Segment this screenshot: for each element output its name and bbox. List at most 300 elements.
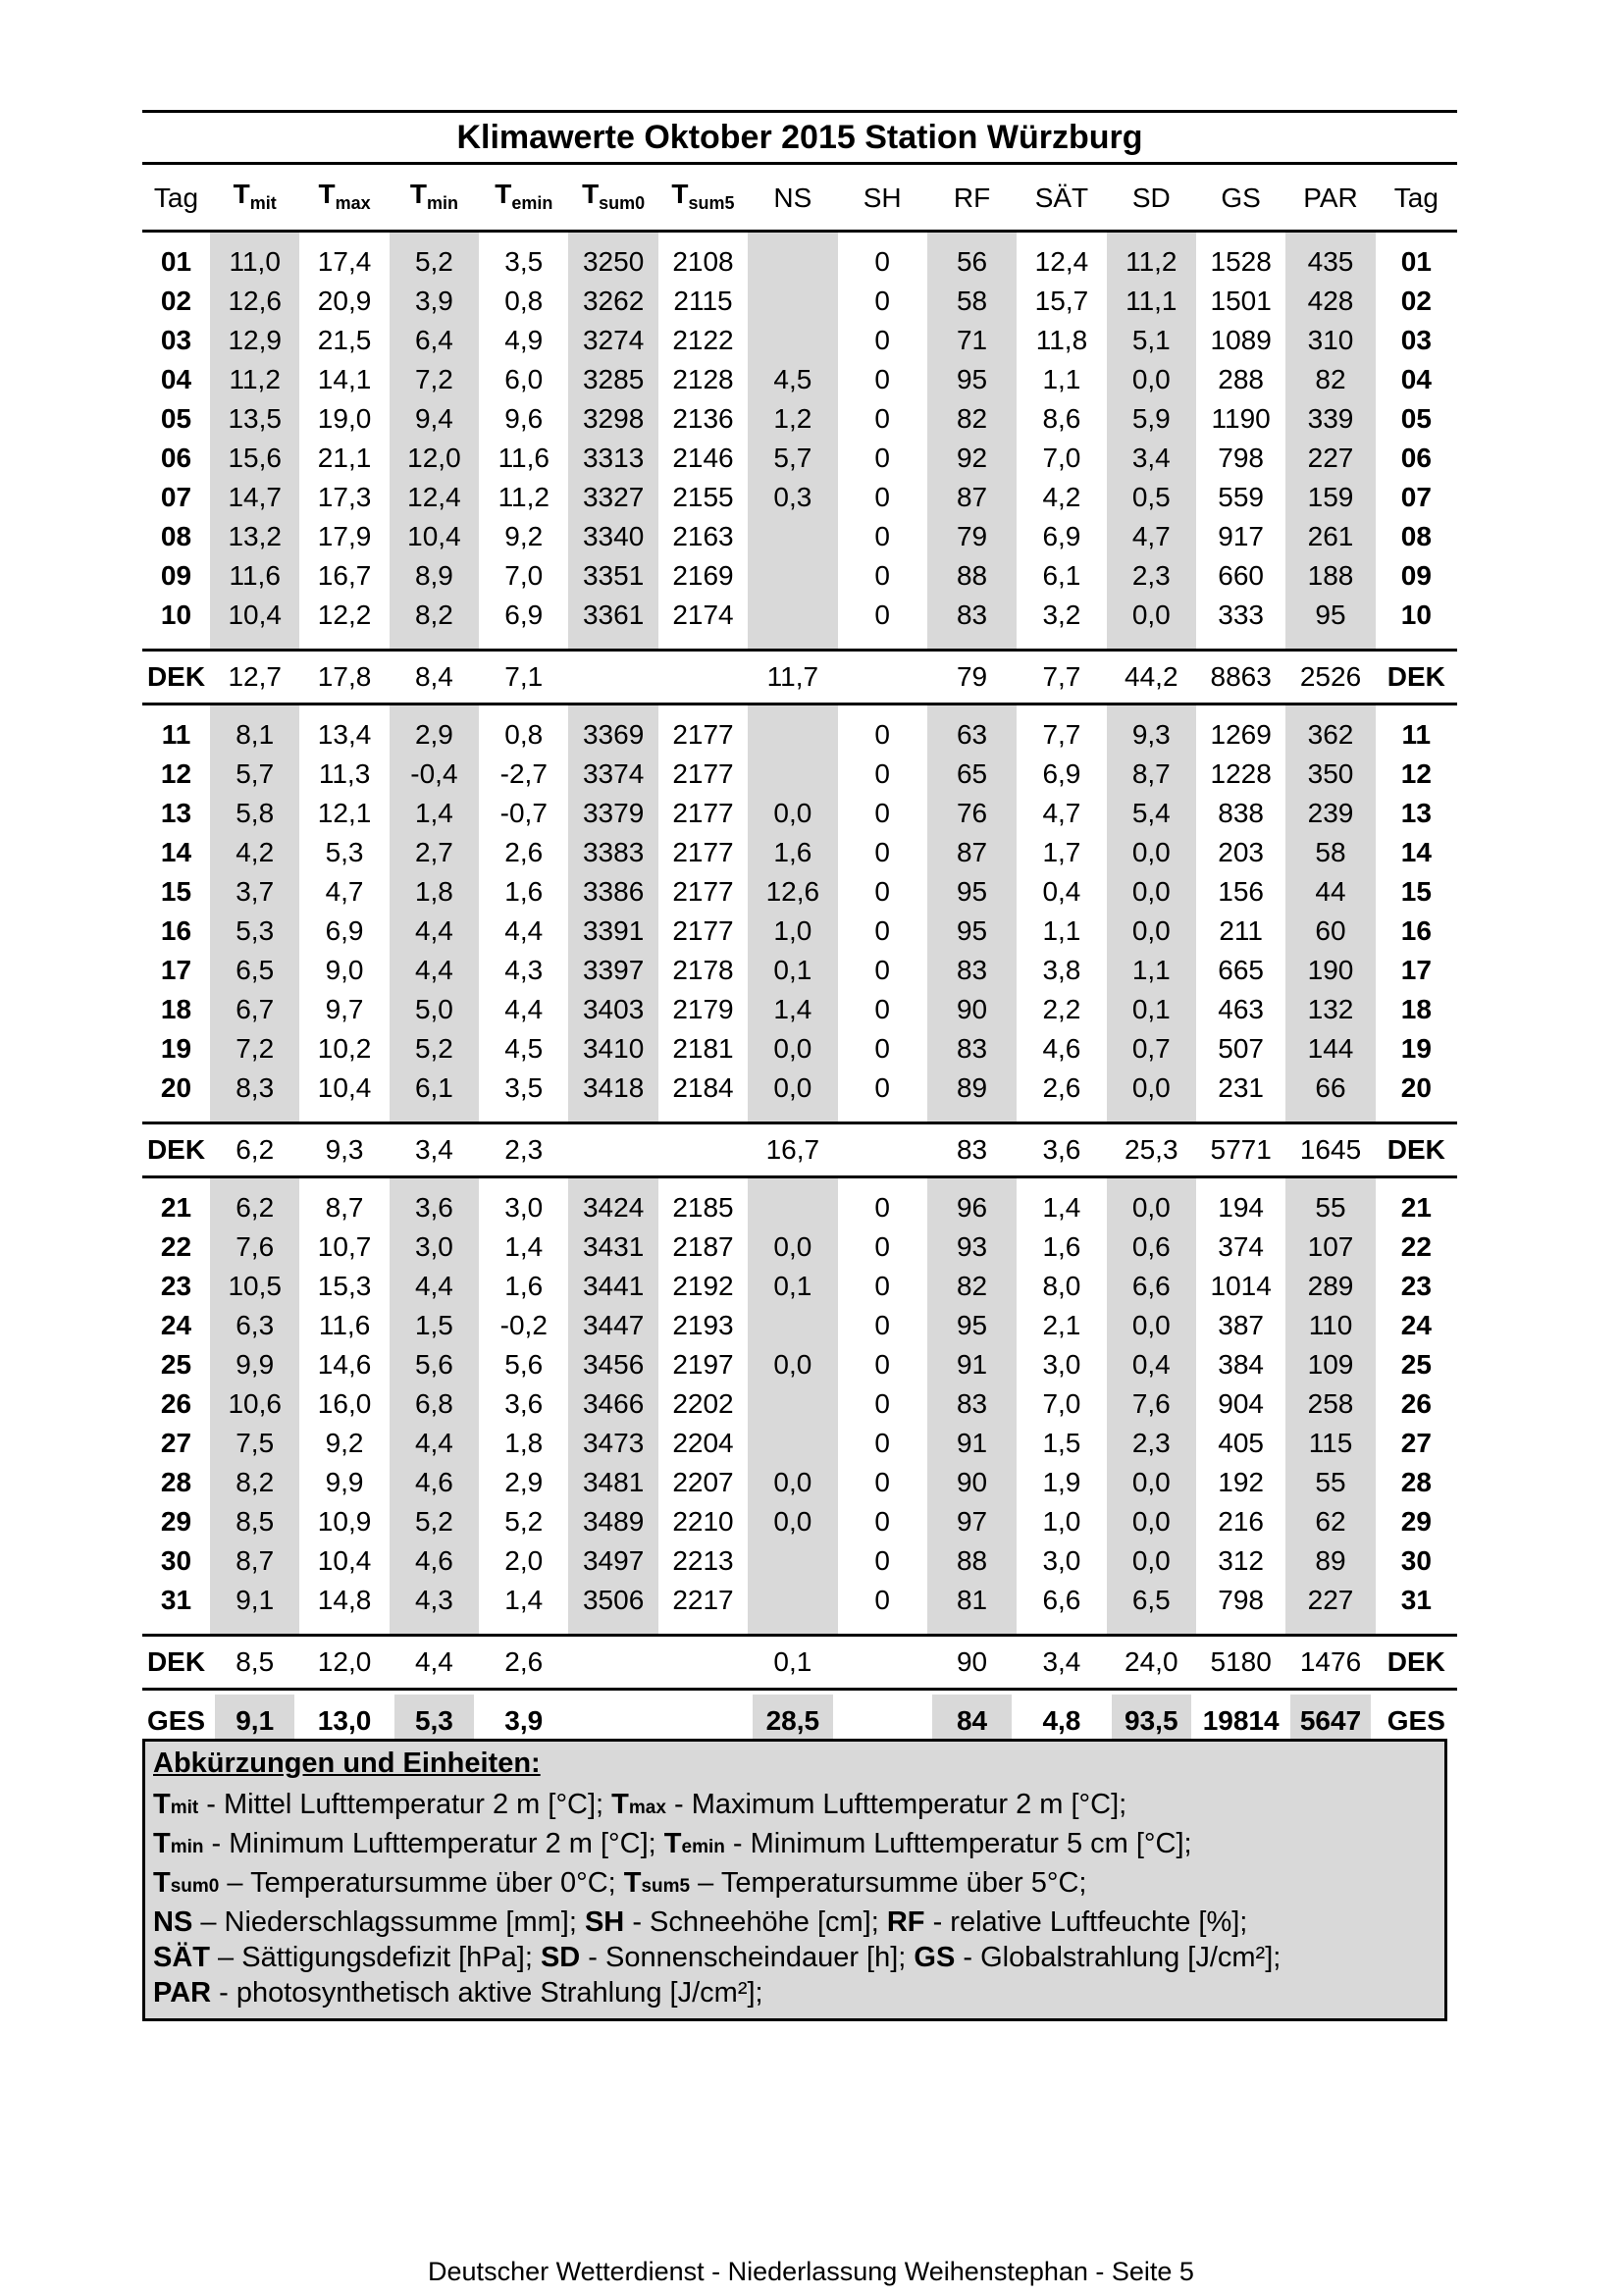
value-cell: 0 [874,1388,890,1419]
spacer-cell [1285,1620,1375,1636]
value-cell: 4,7 [325,876,364,907]
value-cell: 2,2 [1042,994,1081,1024]
day-cell: 28 [160,1467,192,1497]
value-cell: 2177 [672,719,734,750]
value-cell: 3,5 [504,246,544,277]
dek-value [838,1636,927,1690]
abbreviation-line [153,1940,1439,1975]
day-cell: 30 [160,1545,192,1576]
value-cell: 2,0 [504,1545,544,1576]
value-cell: 95 [927,872,1017,912]
value-cell: 9,9 [325,1467,364,1497]
value-cell: 0 [874,600,890,630]
day-cell: 27 [1400,1428,1432,1458]
value-cell: 2128 [672,364,734,394]
column-header [1285,167,1375,232]
value-cell: 2155 [672,482,734,512]
value-cell: 5,7 [748,439,837,478]
table-row [142,360,1457,399]
dek-label: DEK [142,1636,210,1690]
title-bottom-rule [142,162,1457,165]
value-cell: 19,0 [317,403,372,434]
value-cell: 5,8 [210,794,299,833]
dek-value: 24,0 [1107,1636,1196,1690]
value-cell: 4,3 [390,1581,479,1620]
abbreviation-symbol: SH [584,1906,625,1938]
day-cell: 08 [160,521,192,551]
value-cell: 0 [874,1467,890,1497]
dek-value [658,1123,748,1177]
value-cell: 192 [1218,1467,1264,1497]
column-header [927,167,1017,232]
value-cell: 261 [1285,517,1375,556]
value-cell: 0,0 [1107,1177,1196,1228]
value-cell: 312 [1218,1545,1264,1576]
value-cell: 10,7 [317,1231,372,1262]
value-cell: 3418 [568,1069,657,1108]
value-cell: 1,6 [748,833,837,872]
value-cell: 58 [1285,833,1375,872]
value-cell: 1,9 [1042,1467,1081,1497]
day-cell: 28 [1400,1467,1432,1497]
value-cell: 5,9 [1107,399,1196,439]
value-cell: 90 [927,1463,1017,1502]
value-cell: 95 [927,912,1017,951]
value-cell: 0,0 [1107,1502,1196,1541]
table-row [142,833,1457,872]
value-cell: 2184 [672,1072,734,1103]
ges-value: 4,8 [1042,1705,1081,1736]
value-cell: 3431 [568,1227,657,1267]
day-cell: 10 [1400,600,1432,630]
abbreviation-line [153,1865,1439,1905]
value-cell: 4,4 [504,994,544,1024]
dek-value: 5771 [1196,1123,1285,1177]
value-cell: 12,0 [390,439,479,478]
value-cell: 21,5 [317,325,372,355]
value-cell: 8,7 [1107,755,1196,794]
abbreviation-description: - Schneehöhe [cm]; [624,1906,887,1938]
value-cell: 56 [927,232,1017,283]
value-cell: 3,9 [390,282,479,321]
value-cell: 559 [1218,482,1264,512]
value-cell: 63 [927,704,1017,756]
value-cell: 904 [1218,1388,1264,1419]
value-cell: 1501 [1210,286,1272,316]
day-cell: 30 [1400,1545,1432,1576]
abbreviation-term [153,1828,204,1859]
column-header-main: GS [1221,183,1261,213]
day-cell: 31 [1400,1585,1432,1615]
day-cell: 14 [1400,837,1432,867]
value-cell: 1,7 [1042,837,1081,867]
dek-value [658,1636,748,1690]
value-cell: 10,9 [317,1506,372,1537]
table-row [142,321,1457,360]
dek-label: DEK [1376,1636,1457,1690]
spacer-cell [748,635,837,651]
value-cell: 76 [927,794,1017,833]
abbreviation-description: - Minimum Lufttemperatur 5 cm [°C]; [724,1828,1192,1859]
value-cell: 507 [1218,1033,1264,1064]
value-cell [748,321,837,360]
spacer-cell [1196,1108,1285,1123]
value-cell: 0 [874,482,890,512]
value-cell: 13,2 [210,517,299,556]
day-cell: 13 [1400,798,1432,828]
day-cell: 25 [1400,1349,1432,1380]
spacer-cell [390,635,479,651]
value-cell: 44 [1285,872,1375,912]
value-cell: 4,5 [748,360,837,399]
value-cell: 2,9 [390,704,479,756]
value-cell: 310 [1285,321,1375,360]
value-cell: 115 [1285,1424,1375,1463]
value-cell: 17,9 [317,521,372,551]
value-cell: 2,6 [1042,1072,1081,1103]
value-cell: 3386 [568,872,657,912]
day-cell: 04 [160,364,192,394]
value-cell: 83 [927,951,1017,990]
table-row [142,1463,1457,1502]
day-cell: 08 [1400,521,1432,551]
value-cell: 2202 [672,1388,734,1419]
value-cell: 7,0 [504,560,544,591]
value-cell: 4,6 [390,1463,479,1502]
value-cell: 3489 [568,1502,657,1541]
dek-label: DEK [1376,1123,1457,1177]
spacer-cell [210,1108,299,1123]
table-row [142,282,1457,321]
value-cell: 1528 [1210,246,1272,277]
column-header [568,167,657,232]
dek-value: 2,3 [479,1123,568,1177]
abbreviation-symbol: T [623,1867,642,1899]
value-cell: 12,1 [317,798,372,828]
table-row [142,1306,1457,1345]
column-header-main: NS [773,183,812,213]
value-cell: 0,0 [748,1227,837,1267]
abbreviation-description: - Maximum Lufttemperatur 2 m [°C]; [665,1789,1127,1820]
spacer-cell [142,1620,210,1636]
value-cell: 3466 [568,1384,657,1424]
page-title: Klimawerte Oktober 2015 Station Würzburg [456,119,1143,156]
value-cell: 5,2 [390,1502,479,1541]
value-cell: 6,2 [210,1177,299,1228]
value-cell: 7,2 [210,1029,299,1069]
value-cell: 14,7 [210,478,299,517]
ges-value: 13,0 [317,1705,372,1736]
climate-table [142,167,1457,1751]
table-row [142,1502,1457,1541]
value-cell: 0,1 [1107,990,1196,1029]
dek-value: 3,4 [390,1123,479,1177]
value-cell: 2177 [672,837,734,867]
dek-value: 6,2 [210,1123,299,1177]
spacer-cell [838,1620,927,1636]
dek-label: DEK [142,1123,210,1177]
value-cell: 0 [874,443,890,473]
table-row [142,478,1457,517]
value-cell: 12,6 [748,872,837,912]
value-cell: 7,6 [210,1227,299,1267]
abbreviation-description: - Mittel Lufttemperatur 2 m [°C]; [198,1789,612,1820]
value-cell: 1089 [1210,325,1272,355]
table-row [142,755,1457,794]
day-cell: 23 [160,1271,192,1301]
value-cell: 0 [874,915,890,946]
value-cell: 6,5 [1107,1581,1196,1620]
value-cell: 3403 [568,990,657,1029]
value-cell: 1269 [1210,719,1272,750]
value-cell: 3262 [568,282,657,321]
dek-value: 17,8 [299,651,389,704]
value-cell: 239 [1285,794,1375,833]
abbreviation-term [541,1942,580,1973]
spacer-cell [1285,635,1375,651]
value-cell: 60 [1285,912,1375,951]
value-cell: 2174 [672,600,734,630]
value-cell: 0 [874,1310,890,1340]
ges-value: 19814 [1202,1705,1280,1736]
spacer-cell [568,1620,657,1636]
value-cell: 6,6 [1107,1267,1196,1306]
spacer-cell [568,1108,657,1123]
abbreviation-subscript: sum5 [641,1876,691,1897]
value-cell: 95 [927,360,1017,399]
value-cell [748,1306,837,1345]
value-cell: 0 [874,1349,890,1380]
column-header-sub: sum0 [599,192,646,213]
day-cell: 12 [1400,758,1432,789]
value-cell: 0 [874,364,890,394]
abbreviation-symbol: T [153,1867,171,1899]
value-cell: 0 [874,1192,890,1223]
value-cell: 0,7 [1107,1029,1196,1069]
day-cell: 05 [160,403,192,434]
value-cell [748,517,837,556]
spacer-cell [927,1108,1017,1123]
value-cell: 15,7 [1034,286,1089,316]
spacer-row [142,635,1457,651]
column-header-main: Tag [153,183,199,213]
column-header [838,167,927,232]
day-cell: 17 [1400,955,1432,985]
column-header-sub: max [335,192,371,213]
value-cell: 2115 [673,286,733,316]
value-cell: 62 [1285,1502,1375,1541]
table-row [142,1424,1457,1463]
value-cell: 2178 [672,955,734,985]
abbreviations-lines [153,1787,1439,2010]
abbreviation-term [624,1867,690,1899]
column-header [1376,167,1457,232]
spacer-cell [1107,1620,1196,1636]
column-header [1017,167,1106,232]
value-cell: 7,2 [390,360,479,399]
value-cell [748,596,837,635]
value-cell: 1228 [1210,758,1272,789]
day-cell: 21 [160,1192,192,1223]
value-cell: 1,0 [748,912,837,951]
decade-summary-row [142,1636,1457,1690]
value-cell: 2187 [672,1231,734,1262]
dek-value: 12,7 [210,651,299,704]
value-cell: 3397 [568,951,657,990]
value-cell: 3506 [568,1581,657,1620]
abbreviation-term [153,1942,210,1973]
spacer-cell [210,1620,299,1636]
spacer-row [142,1620,1457,1636]
value-cell: 8,7 [325,1192,364,1223]
day-cell: 29 [160,1506,192,1537]
spacer-cell [1107,1108,1196,1123]
spacer-cell [479,635,568,651]
value-cell: 0 [874,521,890,551]
value-cell: 12,4 [1034,246,1089,277]
value-cell [748,232,837,283]
abbreviation-symbol: RF [886,1906,925,1938]
value-cell: 0 [874,994,890,1024]
value-cell: 1,0 [1042,1506,1081,1537]
dek-value: 8,4 [390,651,479,704]
dek-value: 44,2 [1107,651,1196,704]
day-cell: 26 [1400,1388,1432,1419]
value-cell: 0 [874,560,890,591]
value-cell: 0,5 [1107,478,1196,517]
abbreviation-description: - Sonnenscheindauer [h]; [580,1942,915,1973]
value-cell: 107 [1285,1227,1375,1267]
value-cell: 1,1 [1042,364,1081,394]
value-cell: 258 [1285,1384,1375,1424]
value-cell: 3383 [568,833,657,872]
header-row [142,167,1457,232]
table-row [142,951,1457,990]
day-cell: 31 [160,1585,192,1615]
value-cell: 1,5 [390,1306,479,1345]
spacer-cell [658,1620,748,1636]
value-cell: 87 [927,833,1017,872]
value-cell: 87 [927,478,1017,517]
table-row [142,872,1457,912]
value-cell: 428 [1285,282,1375,321]
ges-value: 3,9 [504,1705,544,1736]
column-header-main: T [495,178,512,209]
abbreviation-description: - photosynthetisch aktive Strahlung [J/cm²]; [211,1977,763,2009]
spacer-cell [568,635,657,651]
abbreviation-description: - relative Luftfeuchte [%]; [924,1906,1248,1938]
value-cell: 5,6 [390,1345,479,1384]
value-cell: 350 [1285,755,1375,794]
value-cell: 65 [927,755,1017,794]
value-cell: 2192 [672,1271,734,1301]
value-cell: 0,0 [1107,596,1196,635]
column-header [210,167,299,232]
table-row [142,556,1457,596]
value-cell: 8,2 [390,596,479,635]
column-header-main: RF [953,183,991,213]
value-cell: 227 [1285,1581,1375,1620]
value-cell: 0 [874,1545,890,1576]
value-cell: 838 [1218,798,1264,828]
spacer-cell [299,1108,389,1123]
column-header-sub: mit [249,192,277,213]
value-cell: 3,0 [390,1227,479,1267]
value-cell: 95 [1285,596,1375,635]
value-cell: 8,9 [390,556,479,596]
day-cell: 16 [1400,915,1432,946]
column-header-main: T [582,178,600,209]
dek-label: DEK [142,651,210,704]
value-cell: 55 [1285,1463,1375,1502]
dek-value: 16,7 [748,1123,837,1177]
value-cell: 12,4 [390,478,479,517]
day-cell: 18 [1400,994,1432,1024]
value-cell: 190 [1285,951,1375,990]
spacer-cell [142,1108,210,1123]
table-row [142,399,1457,439]
day-cell: 11 [161,719,191,750]
value-cell: 5,3 [325,837,364,867]
spacer-cell [1017,1620,1106,1636]
spacer-cell [927,635,1017,651]
dek-label: DEK [1376,651,1457,704]
value-cell: 89 [927,1069,1017,1108]
value-cell: 2177 [672,915,734,946]
spacer-cell [1376,1620,1457,1636]
spacer-cell [748,1108,837,1123]
value-cell: 8,5 [210,1502,299,1541]
value-cell: 6,0 [504,364,544,394]
value-cell: 7,0 [1042,443,1081,473]
day-cell: 04 [1400,364,1432,394]
day-cell: 26 [160,1388,192,1419]
value-cell: 10,4 [390,517,479,556]
dek-value [658,651,748,704]
dek-value: 9,3 [299,1123,389,1177]
value-cell: 1,4 [390,794,479,833]
value-cell: 1,4 [504,1231,544,1262]
value-cell: 2193 [672,1310,734,1340]
value-cell: 3473 [568,1424,657,1463]
value-cell: 2177 [672,758,734,789]
spacer-cell [1196,1620,1285,1636]
dek-value: 7,1 [479,651,568,704]
value-cell: 0 [874,1231,890,1262]
value-cell: 3,8 [1042,955,1081,985]
day-cell: 27 [160,1428,192,1458]
value-cell: 1,5 [1042,1428,1081,1458]
value-cell: 10,4 [210,596,299,635]
value-cell: 6,6 [1042,1585,1081,1615]
abbreviation-term [153,1906,192,1938]
value-cell [748,755,837,794]
value-cell: 11,2 [497,482,549,512]
value-cell: 0,0 [1107,1306,1196,1345]
value-cell: 9,2 [504,521,544,551]
value-cell [748,1541,837,1581]
value-cell: 4,3 [504,955,544,985]
value-cell: 387 [1218,1310,1264,1340]
value-cell: 288 [1218,364,1264,394]
value-cell: 4,5 [504,1033,544,1064]
day-cell: 05 [1400,403,1432,434]
column-header-sub: emin [511,192,553,213]
dek-value: 83 [927,1123,1017,1177]
value-cell: 798 [1218,443,1264,473]
value-cell: 0 [874,286,890,316]
abbreviation-symbol: NS [153,1906,193,1938]
